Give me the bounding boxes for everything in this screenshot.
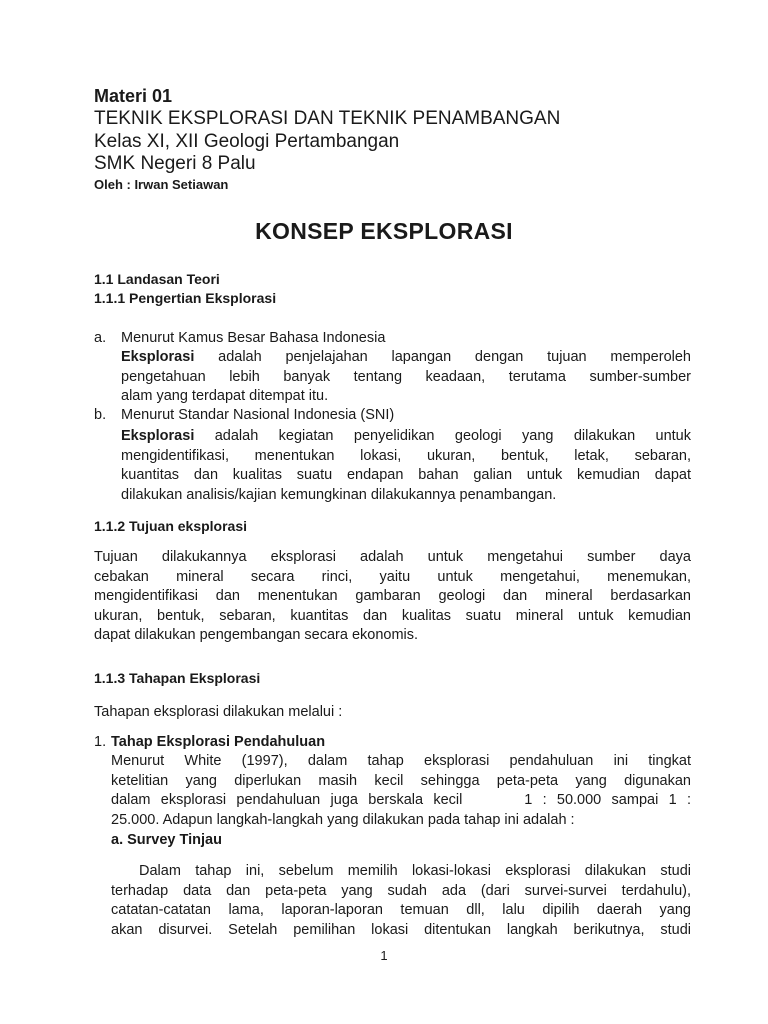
school-line: SMK Negeri 8 Palu — [94, 153, 256, 174]
subject-title: TEKNIK EKSPLORASI DAN TEKNIK PENAMBANGAN — [94, 108, 561, 129]
definition-b-source: Menurut Standar Nasional Indonesia (SNI) — [121, 407, 395, 423]
list-marker-a: a. — [94, 330, 107, 346]
materi-label: Materi 01 — [94, 86, 173, 106]
definition-b-text: Eksplorasi adalah kegiatan penyelidikan geologi yang dilakukan untuk mengidentifikasi, menentukan lokasi, ukuran, bentuk, letak, sebaran, kuantitas dan kualitas suatu endapan bahan galian untuk kemudian dapat dilakukan analisis/kajian kemungkinan dilakukannya penambangan. — [121, 428, 691, 503]
definition-a-text: Eksplorasi adalah penjelajahan lapangan dengan tujuan memperoleh pengetahuan lebih banyak tentang keadaan, terutama sumber-sumber alam yang terdapat ditempat itu. — [121, 349, 691, 404]
survey-tinjau-text: Dalam tahap ini, sebelum memilih lokasi-lokasi eksplorasi dilakukan studi terhadap data dan peta-peta yang sudah ada (dari survei-survei terdahulu), catatan-catatan lama, laporan-laporan temuan dll, lalu dipilih daerah yang akan disurvei. Setelah pemilihan lokasi ditentukan langkah berikutnya, studi — [111, 863, 691, 938]
step-1-title: Tahap Eksplorasi Pendahuluan — [111, 734, 326, 750]
survey-tinjau-heading: a. Survey Tinjau — [111, 832, 222, 848]
tujuan-paragraph: Tujuan dilakukannya eksplorasi adalah untuk mengetahui sumber daya cebakan mineral secara rinci, yaitu untuk mengetahui, menemukan, mengidentifikasi dan menentukan gambaran geologi dan mineral berdasarkan ukuran, bentuk, sebaran, kuantitas dan kualitas suatu mineral untuk kemudian dapat dilakukan pengembangan secara ekonomis. — [94, 549, 691, 643]
tahapan-intro: Tahapan eksplorasi dilakukan melalui : — [94, 704, 343, 720]
step-1-marker: 1. — [94, 734, 107, 750]
class-line: Kelas XI, XII Geologi Pertambangan — [94, 131, 400, 152]
author-line: Oleh : Irwan Setiawan — [94, 177, 229, 192]
definition-a-term: Eksplorasi — [121, 349, 195, 365]
section-1-1-2: 1.1.2 Tujuan eksplorasi — [94, 518, 248, 534]
list-marker-b: b. — [94, 407, 107, 423]
page-title: KONSEP EKSPLORASI — [255, 218, 513, 244]
step-1-text: Menurut White (1997), dalam tahap eksplorasi pendahuluan ini tingkat ketelitian yang diperlukan masih kecil sehingga peta-peta yang digunakan dalam eksplorasi pendahuluan juga berskala kecil 1 : 50.000 sampai 1 : 25.000. Adapun langkah-langkah yang dilakukan pada tahap ini adalah : — [111, 753, 691, 828]
section-1-1: 1.1 Landasan Teori — [94, 271, 220, 287]
definition-a-source: Menurut Kamus Besar Bahasa Indonesia — [121, 330, 386, 346]
section-1-1-1: 1.1.1 Pengertian Eksplorasi — [94, 290, 277, 306]
section-1-1-3: 1.1.3 Tahapan Eksplorasi — [94, 670, 261, 686]
page-number: 1 — [380, 948, 388, 963]
definition-b-term: Eksplorasi — [121, 428, 195, 444]
